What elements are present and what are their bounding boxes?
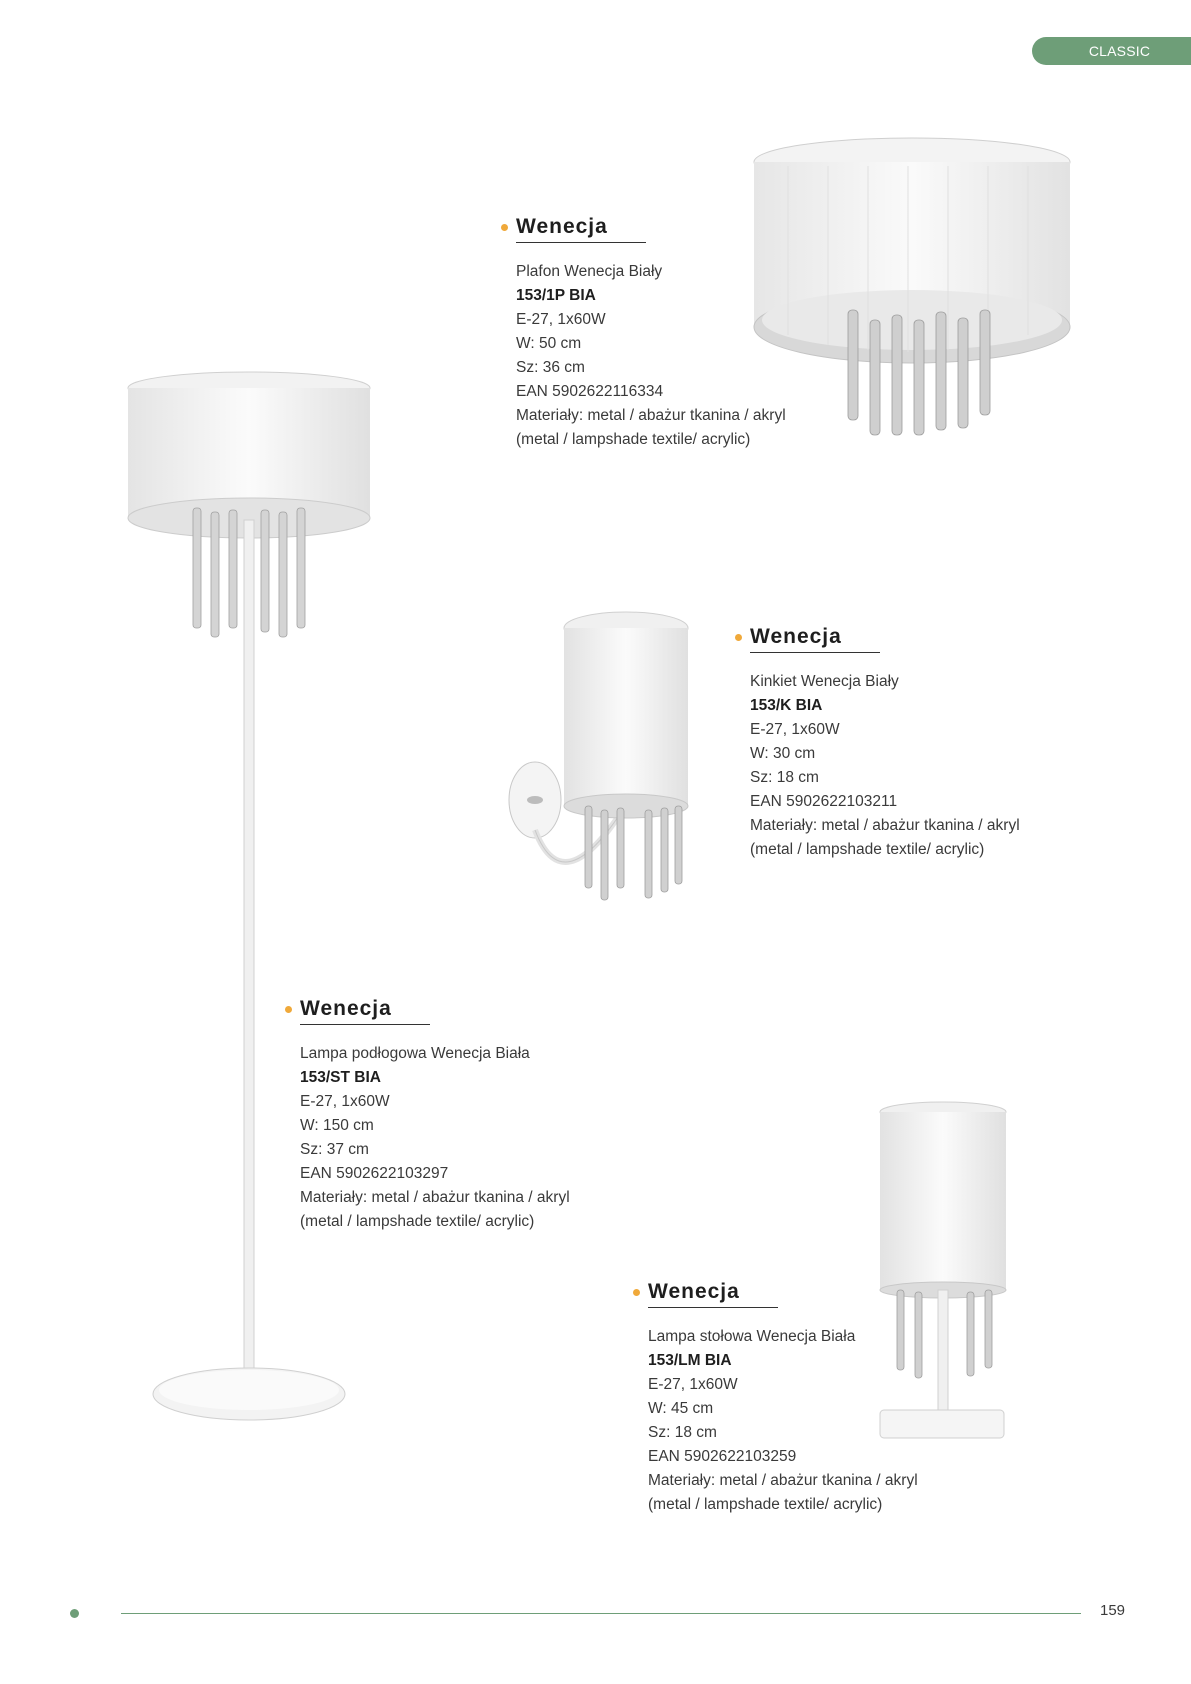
footer-divider bbox=[121, 1613, 1081, 1614]
product-floor-lamp bbox=[300, 995, 630, 1234]
product-description: Kinkiet Wenecja Biały bbox=[750, 673, 899, 690]
product-name: Wenecja bbox=[300, 997, 392, 1020]
product-name: Wenecja bbox=[648, 1280, 740, 1303]
product-materials-en: (metal / lampshade textile/ acrylic) bbox=[516, 431, 751, 448]
product-socket: E-27, 1x60W bbox=[648, 1376, 738, 1393]
product-description: Lampa stołowa Wenecja Biała bbox=[648, 1328, 856, 1345]
product-materials-en: (metal / lampshade textile/ acrylic) bbox=[648, 1496, 883, 1513]
product-height: W: 45 cm bbox=[648, 1400, 714, 1417]
product-width: Sz: 18 cm bbox=[648, 1424, 717, 1441]
product-code: 153/ST BIA bbox=[300, 1069, 381, 1086]
footer-dot bbox=[70, 1609, 79, 1618]
product-ceiling-lamp bbox=[516, 213, 846, 452]
product-wall-lamp bbox=[750, 623, 1080, 862]
product-ean: EAN 5902622116334 bbox=[516, 383, 664, 400]
product-code: 153/K BIA bbox=[750, 697, 823, 714]
product-description: Lampa podłogowa Wenecja Biała bbox=[300, 1045, 530, 1062]
product-description: Plafon Wenecja Biały bbox=[516, 263, 663, 280]
product-width: Sz: 18 cm bbox=[750, 769, 819, 786]
bullet-dot bbox=[285, 1006, 292, 1013]
title-underline bbox=[750, 652, 880, 653]
product-height: W: 150 cm bbox=[300, 1117, 374, 1134]
product-height: W: 50 cm bbox=[516, 335, 582, 352]
product-materials-en: (metal / lampshade textile/ acrylic) bbox=[300, 1213, 535, 1230]
title-underline bbox=[300, 1024, 430, 1025]
wall-lamp-image bbox=[505, 610, 700, 910]
product-code: 153/1P BIA bbox=[516, 287, 596, 304]
floor-lamp-image bbox=[125, 370, 375, 1430]
product-table-lamp bbox=[648, 1278, 978, 1517]
product-materials-pl: Materiały: metal / abażur tkanina / akryl bbox=[300, 1189, 570, 1206]
bullet-dot bbox=[735, 634, 742, 641]
category-tag: CLASSIC bbox=[1032, 37, 1191, 65]
product-socket: E-27, 1x60W bbox=[750, 721, 840, 738]
product-width: Sz: 37 cm bbox=[300, 1141, 369, 1158]
product-ean: EAN 5902622103259 bbox=[648, 1448, 797, 1465]
product-materials-en: (metal / lampshade textile/ acrylic) bbox=[750, 841, 985, 858]
product-materials-pl: Materiały: metal / abażur tkanina / akryl bbox=[516, 407, 786, 424]
product-code: 153/LM BIA bbox=[648, 1352, 732, 1369]
product-socket: E-27, 1x60W bbox=[300, 1093, 390, 1110]
product-socket: E-27, 1x60W bbox=[516, 311, 606, 328]
product-ean: EAN 5902622103211 bbox=[750, 793, 898, 810]
title-underline bbox=[516, 242, 646, 243]
page-number: 159 bbox=[1100, 1602, 1126, 1619]
product-materials-pl: Materiały: metal / abażur tkanina / akryl bbox=[648, 1472, 918, 1489]
product-width: Sz: 36 cm bbox=[516, 359, 585, 376]
product-name: Wenecja bbox=[516, 215, 608, 238]
product-height: W: 30 cm bbox=[750, 745, 816, 762]
product-ean: EAN 5902622103297 bbox=[300, 1165, 449, 1182]
product-name: Wenecja bbox=[750, 625, 842, 648]
bullet-dot bbox=[501, 224, 508, 231]
product-materials-pl: Materiały: metal / abażur tkanina / akryl bbox=[750, 817, 1020, 834]
bullet-dot bbox=[633, 1289, 640, 1296]
title-underline bbox=[648, 1307, 778, 1308]
